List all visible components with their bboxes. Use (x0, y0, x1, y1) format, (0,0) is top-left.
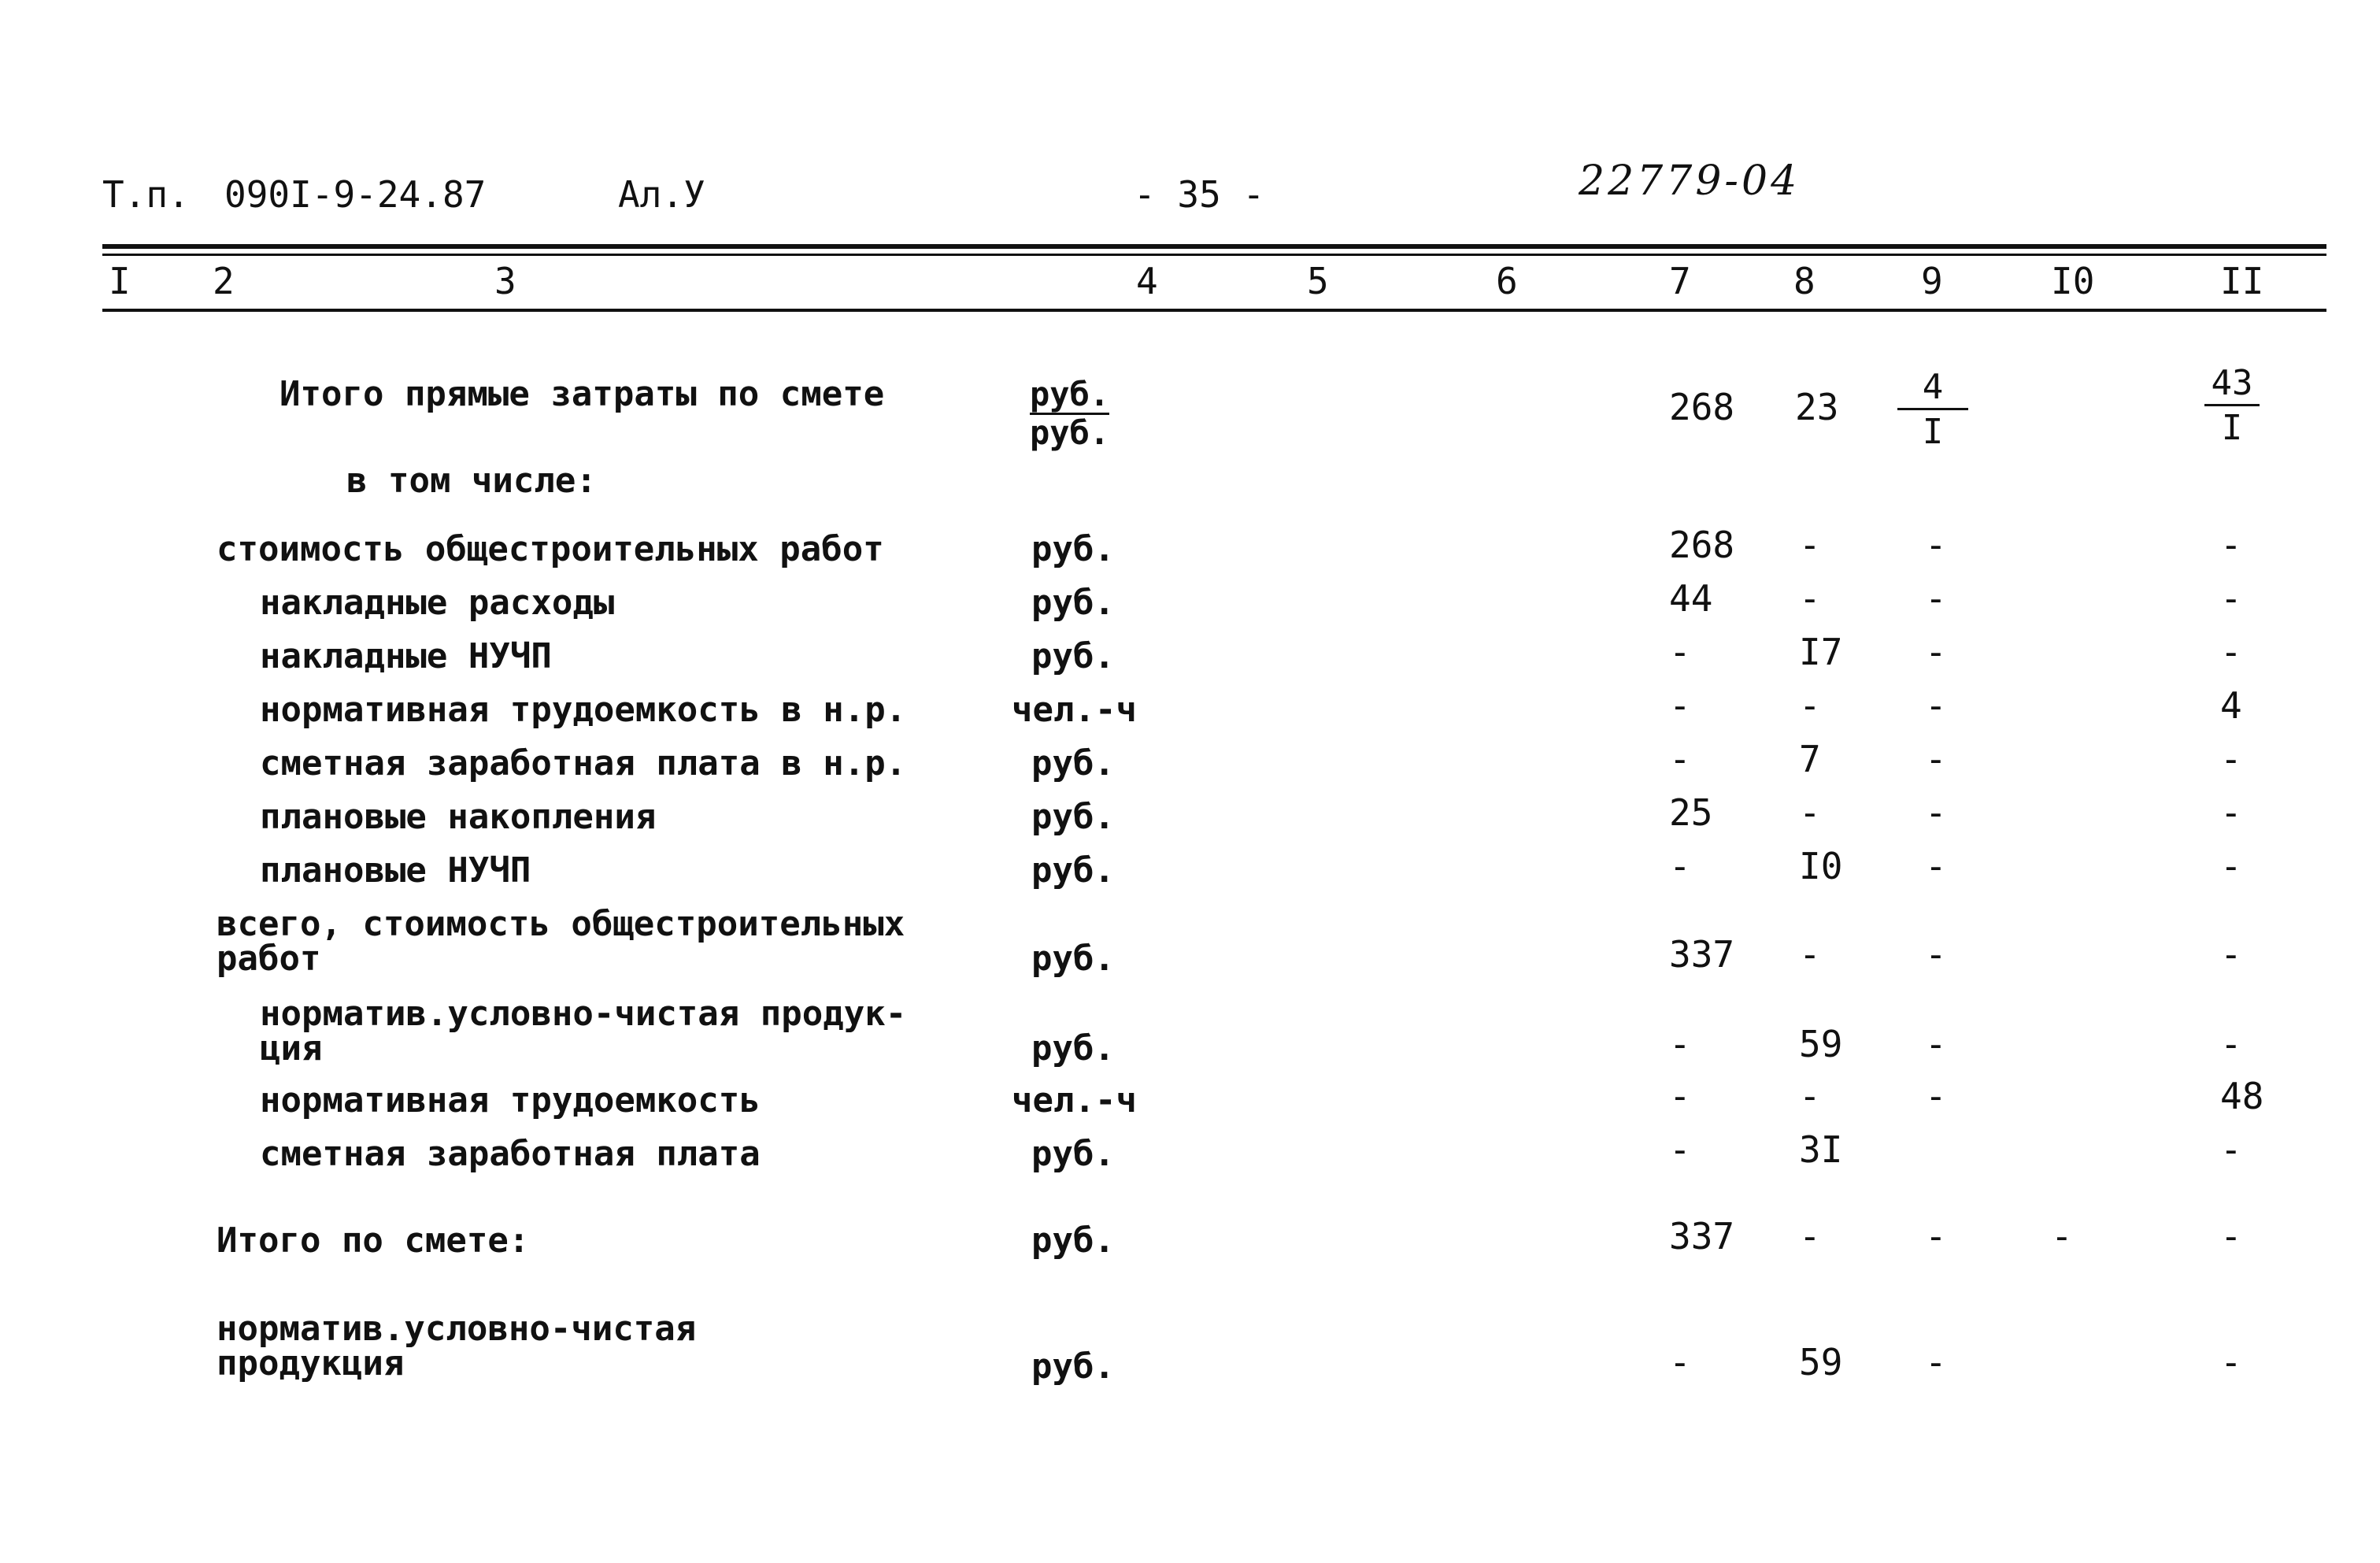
row-c11: - (2220, 933, 2242, 976)
subheading: в том числе: (346, 461, 597, 501)
summary-unit-den: руб. (1030, 413, 1110, 452)
total-c11: - (2220, 1215, 2242, 1257)
row-label: нормативная трудоемкость в н.р. (260, 690, 907, 730)
row-c8: 7 (1799, 738, 1821, 780)
column-header-rule (102, 309, 2326, 312)
col-num-7: 7 (1669, 260, 1691, 302)
row-label: накладные НУЧП (260, 636, 552, 676)
col-num-2: 2 (213, 260, 235, 302)
row-c9: - (1925, 791, 1947, 834)
row-unit: руб. (1031, 797, 1115, 837)
row-c9: - (1925, 524, 1947, 566)
row-label: плановые накопления (260, 797, 657, 837)
row-c8: - (1799, 933, 1821, 976)
row-unit: руб. (1031, 1028, 1115, 1069)
row-c9: - (1925, 845, 1947, 887)
summary-label: Итого прямые затраты по смете (279, 374, 885, 414)
row-unit: чел.-ч (1012, 690, 1137, 730)
col-num-9: 9 (1921, 260, 1943, 302)
row-unit: руб. (1031, 583, 1115, 623)
final-c11: - (2220, 1341, 2242, 1383)
col-num-6: 6 (1496, 260, 1518, 302)
row-label: сметная заработная плата в н.р. (260, 743, 907, 783)
page-number: - 35 - (1134, 173, 1265, 216)
row-c11: - (2220, 631, 2242, 673)
col-num-10: I0 (2051, 260, 2095, 302)
summary-unit (1030, 375, 1110, 452)
row-c7: - (1669, 1023, 1691, 1065)
summary-c9-den: I (1922, 412, 1944, 452)
row-unit: чел.-ч (1012, 1080, 1137, 1120)
row-c8: 59 (1799, 1023, 1843, 1065)
row-unit: руб. (1031, 1134, 1115, 1174)
row-c7: 44 (1669, 577, 1713, 620)
row-c11: 4 (2220, 684, 2242, 727)
row-label: стоимость общестроительных работ (217, 529, 884, 569)
inventory-number: 22779-04 (1579, 157, 1801, 205)
row-c8: I0 (1799, 845, 1843, 887)
album-label: Ал.У (618, 173, 705, 216)
total-c7: 337 (1669, 1215, 1735, 1257)
top-rule (102, 244, 2326, 249)
row-c8: - (1799, 791, 1821, 834)
top-rule-thin (102, 254, 2326, 256)
row-c7: - (1669, 684, 1691, 727)
total-c10: - (2051, 1215, 2073, 1257)
row-c7: - (1669, 1075, 1691, 1117)
col-num-5: 5 (1307, 260, 1329, 302)
row-c11: - (2220, 738, 2242, 780)
summary-c7: 268 (1669, 386, 1735, 428)
col-num-11: II (2220, 260, 2264, 302)
row-c7: - (1669, 738, 1691, 780)
row-c8: - (1799, 577, 1821, 620)
final-label-line2: продукция (217, 1343, 405, 1383)
summary-c9 (1897, 367, 1968, 452)
row-unit: руб. (1031, 636, 1115, 676)
row-c11: - (2220, 791, 2242, 834)
row-c8: I7 (1799, 631, 1843, 673)
col-num-4: 4 (1136, 260, 1158, 302)
row-c8: - (1799, 684, 1821, 727)
total-c9: - (1925, 1215, 1947, 1257)
final-c9: - (1925, 1341, 1947, 1383)
row-c9: - (1925, 933, 1947, 976)
row-c7: 268 (1669, 524, 1735, 566)
final-c8: 59 (1799, 1341, 1843, 1383)
summary-c8: 23 (1795, 386, 1839, 428)
project-code: 090I-9-24.87 (224, 173, 487, 216)
row-c7: - (1669, 845, 1691, 887)
final-unit: руб. (1031, 1346, 1115, 1387)
final-label-line1: норматив.условно-чистая (217, 1309, 697, 1349)
total-unit: руб. (1031, 1220, 1115, 1261)
row-label-line2: ция (260, 1028, 323, 1069)
row-label-line1: норматив.условно-чистая продук- (260, 994, 907, 1034)
summary-c11 (2204, 363, 2260, 448)
row-unit: руб. (1031, 529, 1115, 569)
row-c11: - (2220, 845, 2242, 887)
row-label: нормативная трудоемкость (260, 1080, 761, 1120)
row-c7: - (1669, 631, 1691, 673)
total-label: Итого по смете: (217, 1220, 530, 1261)
summary-unit-num: руб. (1030, 375, 1110, 413)
row-c9: - (1925, 1023, 1947, 1065)
row-c11: - (2220, 577, 2242, 620)
row-c8: - (1799, 524, 1821, 566)
row-label: плановые НУЧП (260, 850, 531, 891)
row-c11: - (2220, 524, 2242, 566)
row-unit: руб. (1031, 939, 1115, 979)
row-unit: руб. (1031, 850, 1115, 891)
row-unit: руб. (1031, 743, 1115, 783)
row-label: сметная заработная плата (260, 1134, 761, 1174)
col-num-3: 3 (494, 260, 516, 302)
row-label-line1: всего, стоимость общестроительных (217, 904, 905, 944)
row-c11: - (2220, 1128, 2242, 1171)
row-c9: - (1925, 738, 1947, 780)
row-c9: - (1925, 1075, 1947, 1117)
final-c7: - (1669, 1341, 1691, 1383)
row-c9: - (1925, 631, 1947, 673)
row-c11: - (2220, 1023, 2242, 1065)
row-c8: 3I (1799, 1128, 1843, 1171)
row-c7: - (1669, 1128, 1691, 1171)
row-label-line2: работ (217, 939, 321, 979)
summary-c9-num: 4 (1897, 370, 1968, 410)
summary-c11-num: 43 (2204, 366, 2260, 406)
summary-c11-den: I (2221, 408, 2243, 448)
row-c8: - (1799, 1075, 1821, 1117)
row-c9: - (1925, 684, 1947, 727)
total-c8: - (1799, 1215, 1821, 1257)
row-c11: 48 (2220, 1075, 2264, 1117)
project-label: Т.п. (102, 173, 190, 216)
row-c7: 25 (1669, 791, 1713, 834)
col-num-1: I (109, 260, 131, 302)
row-label: накладные расходы (260, 583, 615, 623)
row-c7: 337 (1669, 933, 1735, 976)
col-num-8: 8 (1793, 260, 1816, 302)
row-c9: - (1925, 577, 1947, 620)
